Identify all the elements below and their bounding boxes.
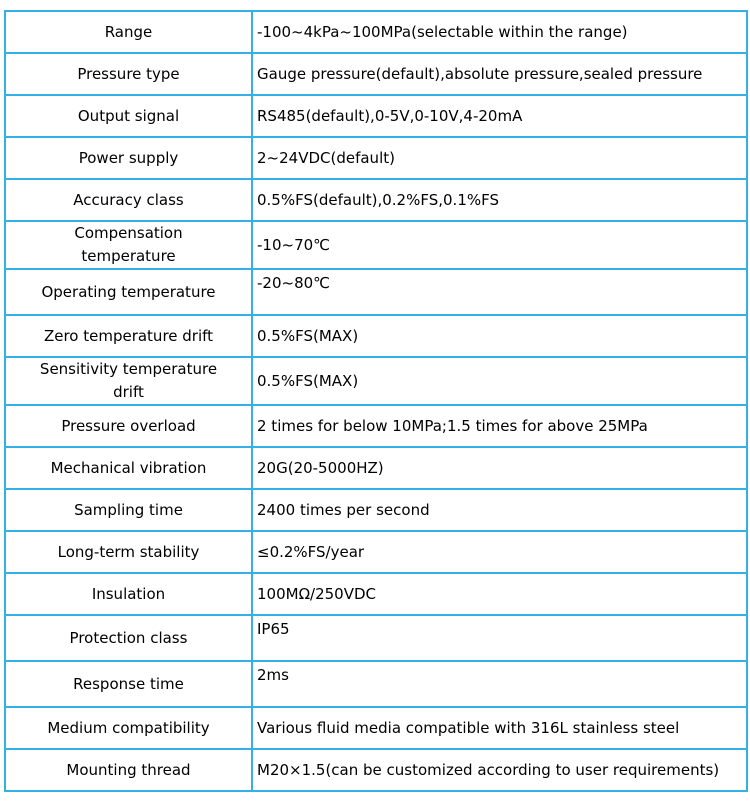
spec-label: Pressure overload (5, 405, 252, 447)
spec-label: Medium compatibility (5, 707, 252, 749)
spec-row-medium-compatibility (5, 707, 747, 749)
spec-value: 0.5%FS(default),0.2%FS,0.1%FS (252, 179, 747, 221)
spec-row-accuracy-class (5, 179, 747, 221)
spec-value: RS485(default),0-5V,0-10V,4-20mA (252, 95, 747, 137)
spec-label: Mechanical vibration (5, 447, 252, 489)
spec-value: 100MΩ/250VDC (252, 573, 747, 615)
spec-label: Accuracy class (5, 179, 252, 221)
spec-label: Insulation (5, 573, 252, 615)
spec-value: 2ms (252, 661, 747, 707)
spec-value: 0.5%FS(MAX) (252, 357, 747, 405)
spec-label: Zero temperature drift (5, 315, 252, 357)
spec-value: IP65 (252, 615, 747, 661)
spec-value: M20×1.5(can be customized according to user requirements) (252, 749, 747, 791)
spec-row-insulation (5, 573, 747, 615)
spec-value: -20~80℃ (252, 269, 747, 315)
spec-label: Sensitivity temperature drift (5, 357, 252, 405)
spec-label: Output signal (5, 95, 252, 137)
spec-row-compensation-temperature (5, 221, 747, 269)
spec-label: Protection class (5, 615, 252, 661)
spec-row-pressure-overload (5, 405, 747, 447)
spec-row-range (5, 11, 747, 53)
spec-row-protection-class (5, 615, 747, 661)
spec-row-zero-temperature-drift (5, 315, 747, 357)
spec-row-long-term-stability (5, 531, 747, 573)
spec-value: Various fluid media compatible with 316L stainless steel (252, 707, 747, 749)
spec-row-sensitivity-temperature-drift (5, 357, 747, 405)
spec-row-pressure-type (5, 53, 747, 95)
spec-label: Operating temperature (5, 269, 252, 315)
spec-value: -10~70℃ (252, 221, 747, 269)
spec-label: Pressure type (5, 53, 252, 95)
spec-row-operating-temperature (5, 269, 747, 315)
spec-row-sampling-time (5, 489, 747, 531)
spec-value: 2400 times per second (252, 489, 747, 531)
spec-row-response-time (5, 661, 747, 707)
spec-row-mechanical-vibration (5, 447, 747, 489)
spec-row-output-signal (5, 95, 747, 137)
spec-value: Gauge pressure(default),absolute pressure,sealed pressure (252, 53, 747, 95)
spec-label: Range (5, 11, 252, 53)
spec-value: ≤0.2%FS/year (252, 531, 747, 573)
spec-value: 2 times for below 10MPa;1.5 times for above 25MPa (252, 405, 747, 447)
spec-label: Power supply (5, 137, 252, 179)
spec-label: Long-term stability (5, 531, 252, 573)
spec-value: -100~4kPa~100MPa(selectable within the range) (252, 11, 747, 53)
spec-label: Mounting thread (5, 749, 252, 791)
spec-label: Sampling time (5, 489, 252, 531)
spec-value: 2~24VDC(default) (252, 137, 747, 179)
spec-value: 0.5%FS(MAX) (252, 315, 747, 357)
specification-table (4, 10, 748, 792)
spec-row-power-supply (5, 137, 747, 179)
spec-label: Response time (5, 661, 252, 707)
spec-value: 20G(20-5000HZ) (252, 447, 747, 489)
spec-label: Compensation temperature (5, 221, 252, 269)
spec-row-mounting-thread (5, 749, 747, 791)
